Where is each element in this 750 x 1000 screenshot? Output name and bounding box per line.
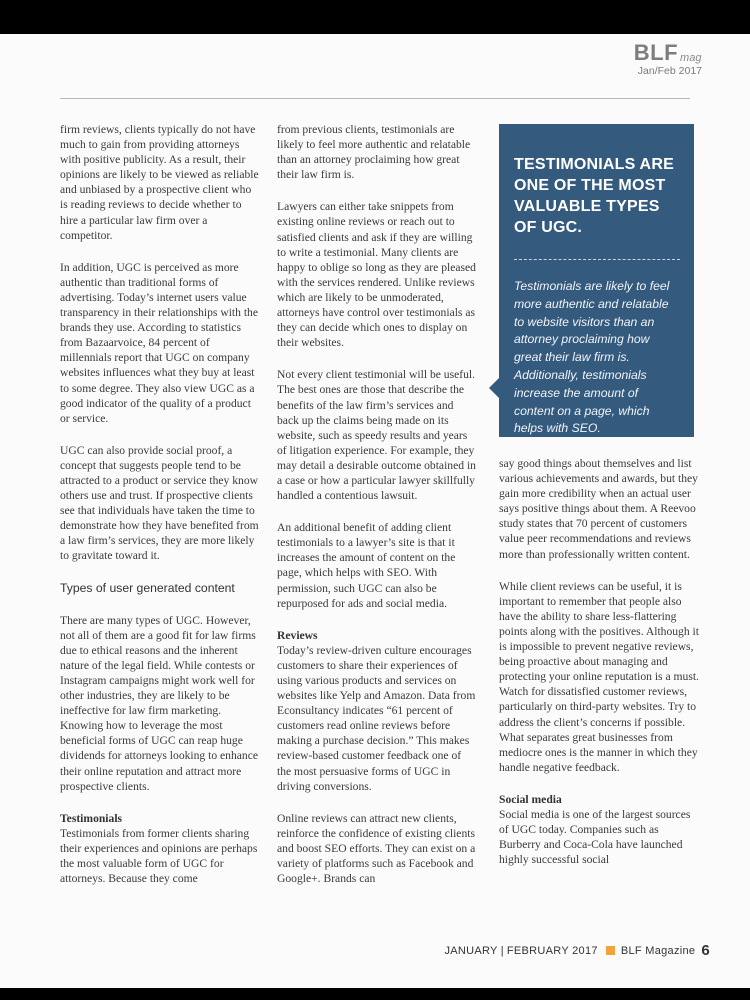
paragraph: Not every client testimonial will be useful. The best ones are those that describe the benefits of the law firm’s services and back up the claims being made on its website, such as speedy results and years of litigation experience. For example, they may detail a desirable outcome obtained in a case or how a particular lawyer skillfully handled a contentious lawsuit.: [277, 368, 476, 503]
column-3: [499, 456, 699, 867]
callout-title: TESTIMONIALS ARE ONE OF THE MOST VALUABLE TYPES OF UGC.: [514, 156, 674, 236]
footer-month-2: FEBRUARY 2017: [506, 944, 598, 957]
blf-logo: BLF: [633, 40, 679, 65]
footer-separator: |: [500, 944, 504, 957]
page-number: 6: [701, 942, 710, 959]
logo-suffix: mag: [680, 52, 702, 64]
issue-date: Jan/Feb 2017: [637, 65, 702, 77]
footer-month-1: JANUARY: [444, 944, 498, 957]
page-footer: [444, 942, 710, 959]
paragraph: Lawyers can either take snippets from existing online reviews or reach out to satisfied clients and ask if they are willing to write a testimonial. Many clients are happy to oblige so long as they are pleased with the services rendered. Unlike reviews which are likely to be unmoderated, attorneys have control over testimonials as they can decide which ones to display on their websites.: [277, 200, 476, 350]
paragraph: While client reviews can be useful, it is important to remember that people also have the ability to share less-flattering points along with the positives. Although it is impossible to prevent negative reviews, being proactive about managing and protecting your online reputation is a must. Watch for dissatisfied customer reviews, particularly on third-party websites. Try to address the client’s concerns if possible. What separates great businesses from mediocre ones is the manner in which they handle negative feedback.: [499, 579, 699, 774]
paragraph: In addition, UGC is perceived as more authentic than traditional forms of advertising. Today’s internet users value transparency in their relationships with the brands they use. According to statistics from Bazaarvoice, 84 percent of millennials report that UGC on company websites influences what they buy at least to some degree. They also view UGC as a good indicator of the quality of a product or service.: [60, 260, 259, 425]
subsection-heading: Testimonials: [60, 811, 123, 825]
paragraph: UGC can also provide social proof, a concept that suggests people tend to be attracted to a product or service they know others use and trust. If prospective clients see that individuals have taken the time to demonstrate how they have benefited from a law firm’s services, they are more likely to gravitate toward it.: [60, 443, 259, 563]
section-heading: Types of user generated content: [60, 580, 235, 595]
bottom-black-band: [0, 988, 750, 1000]
pull-quote-callout: [499, 124, 694, 437]
paragraph: Online reviews can attract new clients, reinforce the confidence of existing clients and boost SEO efforts. They can exist on a variety of platforms such as Facebook and Google+. Brands can: [277, 811, 476, 886]
paragraph: Today’s review-driven culture encourages customers to share their experiences of using various products and services on websites like Yelp and Amazon. Data from Econsultancy indicates “61 percent of customers read online reviews before making a purchase decision.” This makes review-based customer feedback one of the most persuasive forms of UGC in driving conversions.: [277, 643, 476, 793]
column-1: [60, 122, 260, 886]
subsection-heading: Social media: [499, 792, 562, 806]
paragraph: from previous clients, testimonials are likely to feel more authentic and relatable than an attorney proclaiming how great their law firm is.: [277, 123, 471, 182]
callout-body: Testimonials are likely to feel more authentic and relatable to website visitors than an attorney proclaiming how great their law firm is. Additionally, testimonials increase the amount of content on a page, which helps with SEO.: [514, 279, 670, 436]
orange-square-icon: [606, 946, 615, 955]
paragraph: There are many types of UGC. However, not all of them are a good fit for law firms due to ethical reasons and the inherent nature of the legal field. While contests or Instagram campaigns might work well for other industries, they are likely to be ineffective for law firm marketing. Knowing how to leverage the most beneficial forms of UGC can reap huge dividends for attorneys looking to enhance their online reputation and attract more prospective clients.: [60, 613, 259, 793]
paragraph: Social media is one of the largest sources of UGC today. Companies such as Burberry and Coca-Cola have launched highly successful social: [499, 807, 691, 867]
masthead: [634, 42, 702, 77]
callout-divider: [514, 259, 680, 260]
paragraph: Testimonials from former clients sharing their experiences and opinions are perhaps the most valuable form of UGC for attorneys. Because they come: [60, 826, 258, 886]
header-rule: [60, 98, 690, 99]
footer-magazine: BLF Magazine: [620, 944, 696, 957]
paragraph: firm reviews, clients typically do not have much to gain from providing attorneys with positive publicity. As a result, their opinions are likely to be viewed as reliable and unbiased by a prospective client who is reading reviews to decide whether to hire a particular law firm over a competitor.: [60, 123, 259, 242]
paragraph: say good things about themselves and list various achievements and awards, but they gain more credibility when an actual user says positive things about them. A Reevoo study states that 70 percent of customers value peer recommendations and reviews more than professionally written content.: [499, 457, 698, 561]
top-black-band: [0, 0, 750, 34]
paragraph: An additional benefit of adding client testimonials to a lawyer’s site is that it increases the amount of content on the page, which helps with SEO. With permission, such UGC can also be repurposed for ads and social media.: [277, 521, 456, 610]
column-2: [277, 122, 477, 886]
subsection-heading: Reviews: [277, 628, 318, 642]
